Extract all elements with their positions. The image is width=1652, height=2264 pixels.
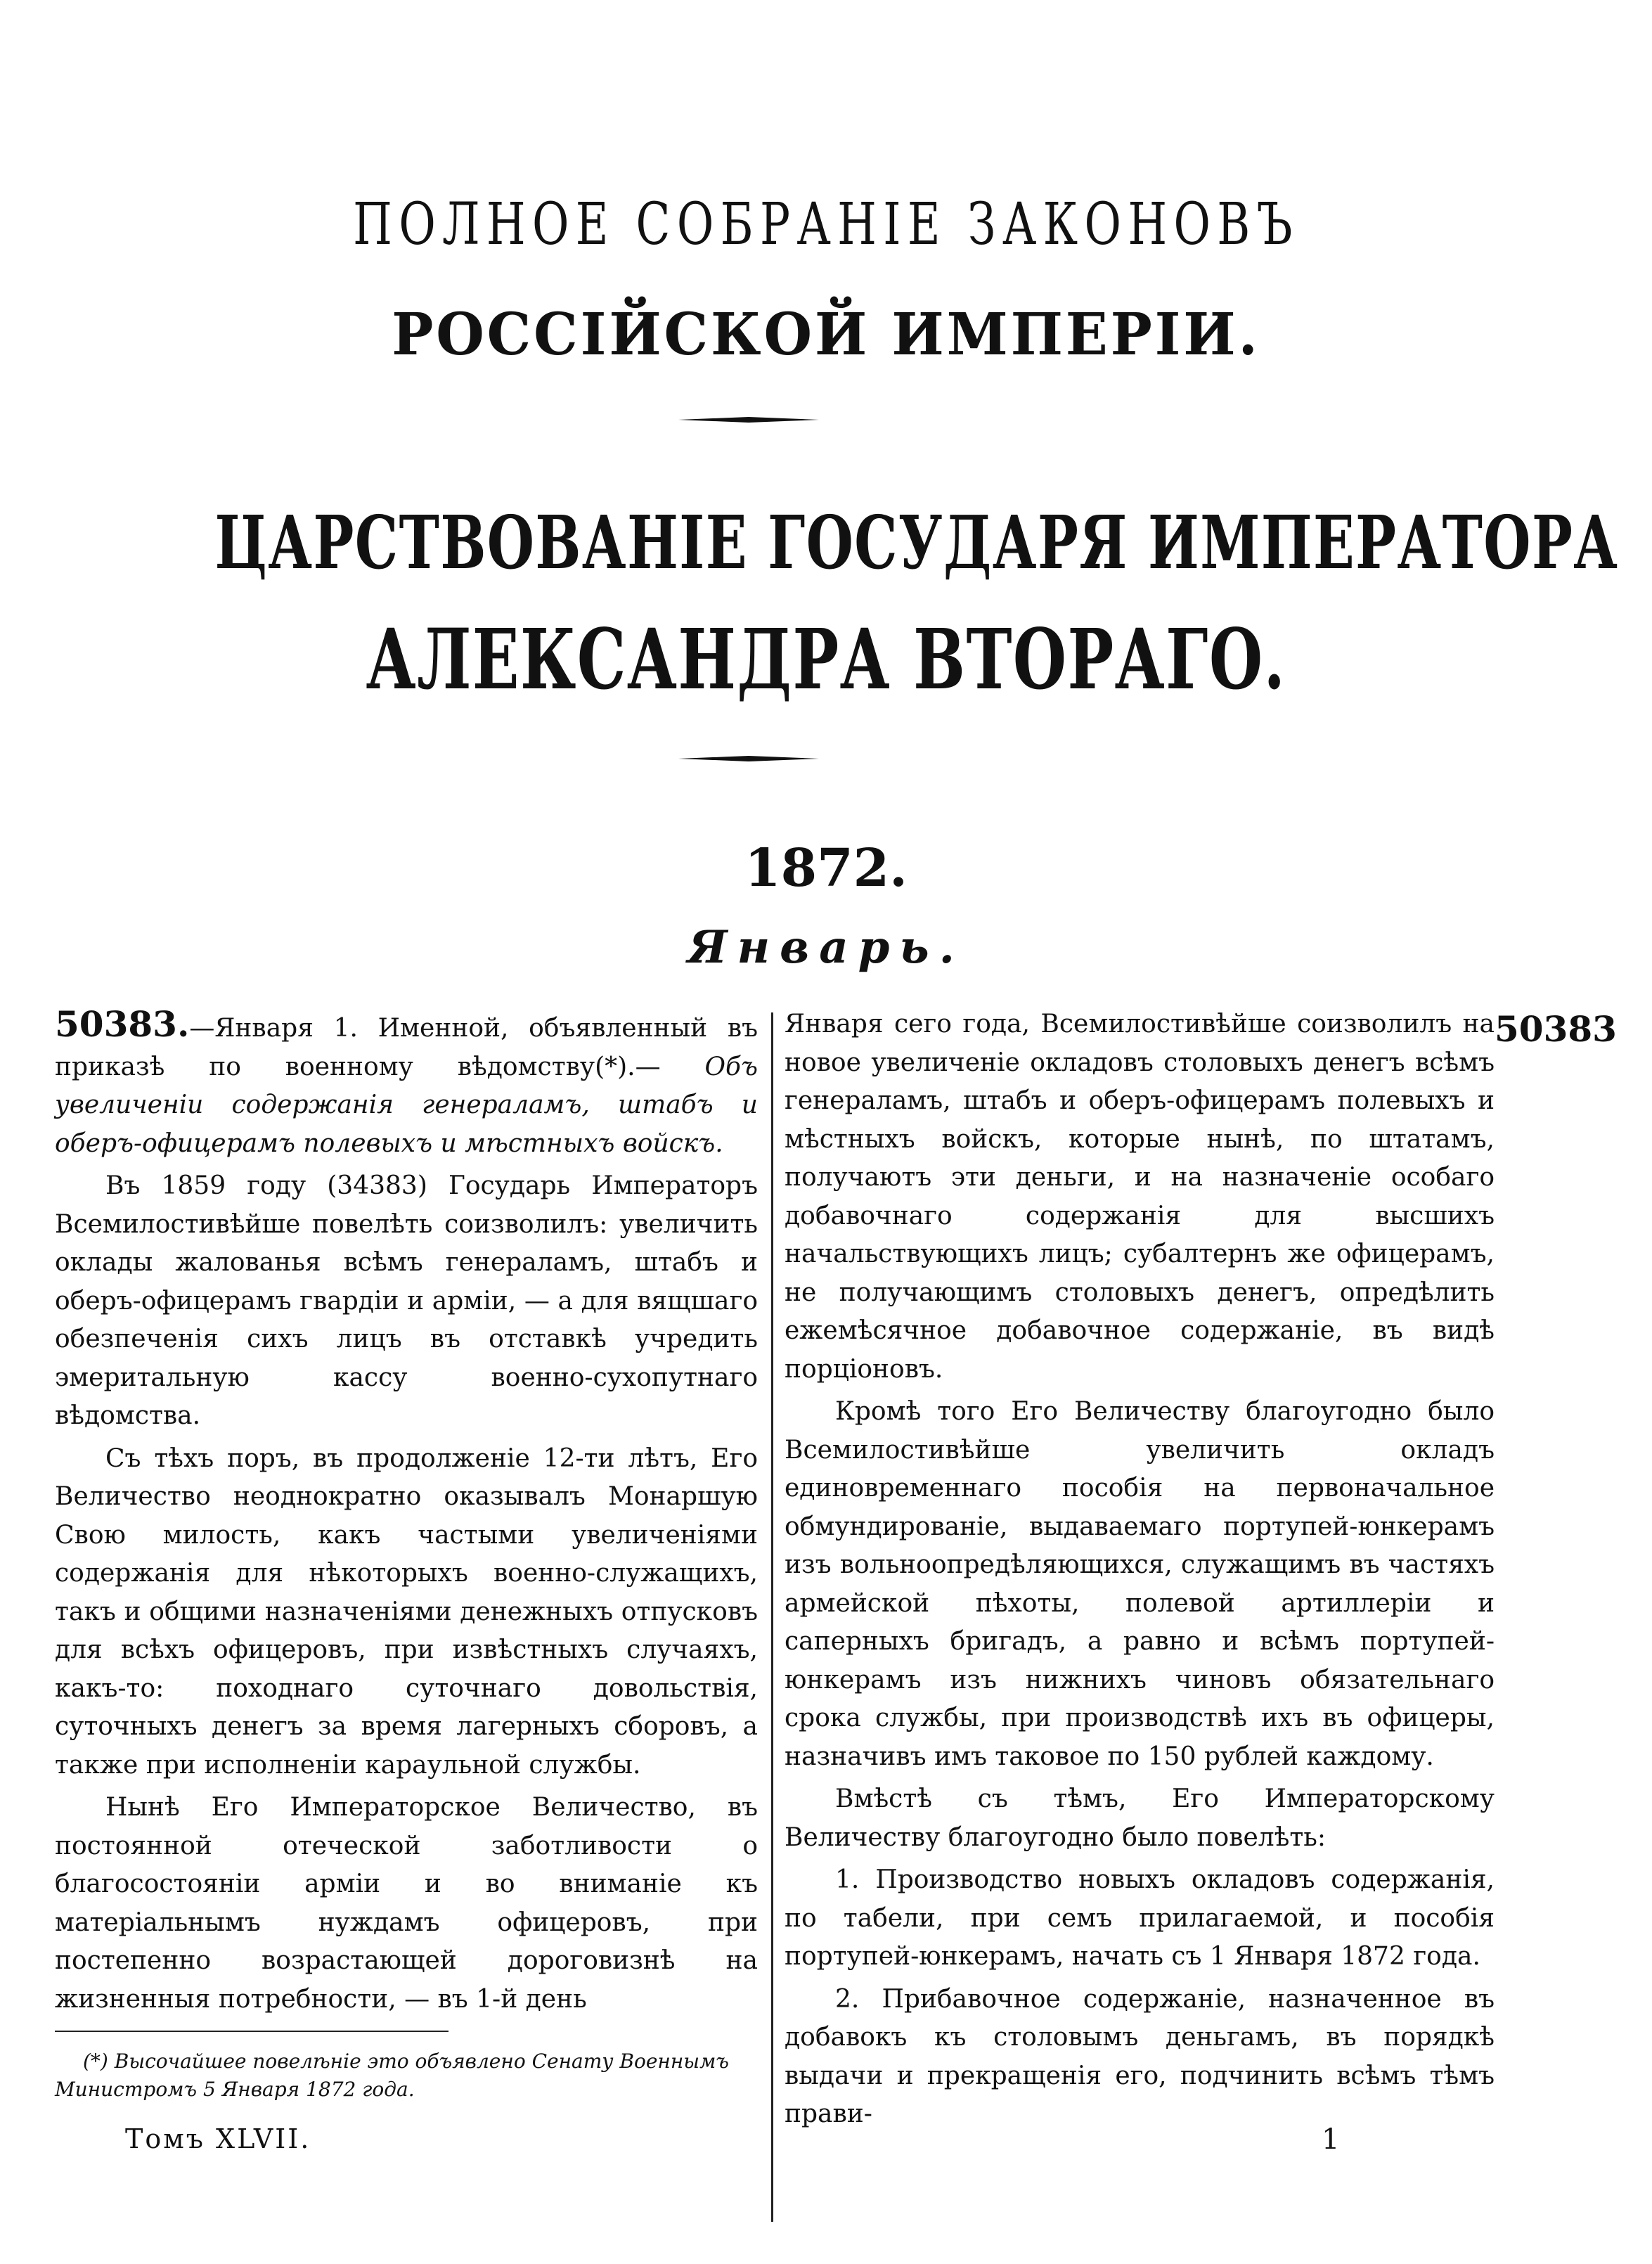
law-number: 50383. <box>55 1003 190 1045</box>
paragraph: Января сего года, Всемилостивѣйше соизволилъ на новое увеличеніе окладовъ столовыхъ денегъ всѣмъ генераламъ, штабъ и оберъ-офицерамъ полевыхъ и мѣстныхъ войскъ, которые нынѣ, по штатамъ, получаютъ эти деньги, и на назначеніе особаго добавочнаго содержанія для высшихъ начальствующихъ лицъ; субалтернъ же офицерамъ, не получающимъ столовыхъ денегъ, опредѣлить ежемѣсячное добавочное содержаніе, въ видѣ порціоновъ. <box>785 1010 1495 1384</box>
reign-title-line2: АЛЕКСАНДРА ВТОРАГО. <box>366 610 1286 708</box>
reign-title-line1: ЦАРСТВОВАНІЕ ГОСУДАРЯ ИМПЕРАТОРА <box>214 499 1619 586</box>
margin-law-number: 50383 <box>1495 1008 1617 1050</box>
paragraph: Вмѣстѣ съ тѣмъ, Его Императорскому Величеству благоугодно было повелѣть: <box>785 1784 1495 1852</box>
empire-title: РОССІЙСКОЙ ИМПЕРІИ. <box>392 301 1260 368</box>
footnote-rule <box>55 2031 449 2032</box>
month-heading: Январь. <box>688 921 964 974</box>
ornamental-rule <box>678 416 819 423</box>
paragraph: Кромѣ того Его Величеству благоугодно было Всемилостивѣйше увеличить окладъ единовременнаго пособія на первоначальное обмундированіе, выдаваемаго портупей-юнкерамъ изъ вольноопредѣляющихся, служащимъ въ частяхъ армейской пѣхоты, полевой артиллеріи и саперныхъ бригадъ, а равно и всѣмъ портупей-юнкерамъ изъ нижнихъ чиновъ обязательнаго срока службы, при производствѣ ихъ въ офицеры, назначивъ имъ таковое по 150 рублей каждому. <box>785 1397 1495 1771</box>
right-column <box>785 1005 1495 2134</box>
law-intro <box>55 1005 758 1163</box>
law-intro-text: —Января 1. Именной, объявленный въ приказѣ по военному вѣдомству(*).— <box>55 1014 758 1081</box>
collection-title: ПОЛНОЕ СОБРАНІЕ ЗАКОНОВЪ <box>353 191 1299 258</box>
paragraph: 1. Производство новыхъ окладовъ содержанія, по табели, при семъ прилагаемой, и пособія портупей-юнкерамъ, начать съ 1 Января 1872 года. <box>785 1865 1495 1971</box>
paragraph: Нынѣ Его Императорское Величество, въ постоянной отеческой заботливости о благосостояніи арміи и во вниманіе къ матеріальнымъ нуждамъ офицеровъ, при постепенно возрастающей дороговизнѣ на жизненныя потребности, — въ 1-й день <box>55 1793 758 2014</box>
column-divider <box>771 1012 773 2222</box>
law-subject: Объ увеличеніи содержанія генераламъ, штабъ и оберъ-офицерамъ полевыхъ и мѣстныхъ войскъ. <box>55 1052 758 1158</box>
tome-label: Томъ XLVII. <box>125 2123 311 2154</box>
paragraph: 2. Прибавочное содержаніе, назначенное въ добавокъ къ столовымъ деньгамъ, въ порядкѣ выдачи и прекращенія его, подчинить всѣмъ тѣмъ прави- <box>785 1984 1495 2128</box>
footnote: (*) Высочайшее повелѣніе это объявлено Сенату Военнымъ Министромъ 5 Января 1872 года. <box>55 2050 729 2101</box>
year-heading: 1872. <box>744 838 908 899</box>
paragraph: Съ тѣхъ поръ, въ продолженіе 12-ти лѣтъ, Его Величество неоднократно оказывалъ Монаршую Свою милость, какъ частыми увеличеніями содержанія для нѣкоторыхъ военно-служащихъ, такъ и общими назначеніями денежныхъ отпусковъ для всѣхъ офицеровъ, при извѣстныхъ случаяхъ, какъ-то: походнаго суточнаго довольствія, суточныхъ денегъ за время лагерныхъ сборовъ, а также при исполненіи караульной службы. <box>55 1443 758 1780</box>
left-column <box>55 1005 758 2019</box>
page-number: 1 <box>1322 2123 1340 2156</box>
paragraph: Въ 1859 году (34383) Государь Императоръ Всемилостивѣйше повелѣть соизволилъ: увеличить оклады жалованья всѣмъ генераламъ, штабъ и оберъ-офицерамъ гвардіи и арміи, — а для вящшаго обезпеченія сихъ лицъ въ отставкѣ учредить эмеритальную кассу военно-сухопутнаго вѣдомства. <box>55 1171 758 1430</box>
ornamental-rule <box>678 755 819 762</box>
